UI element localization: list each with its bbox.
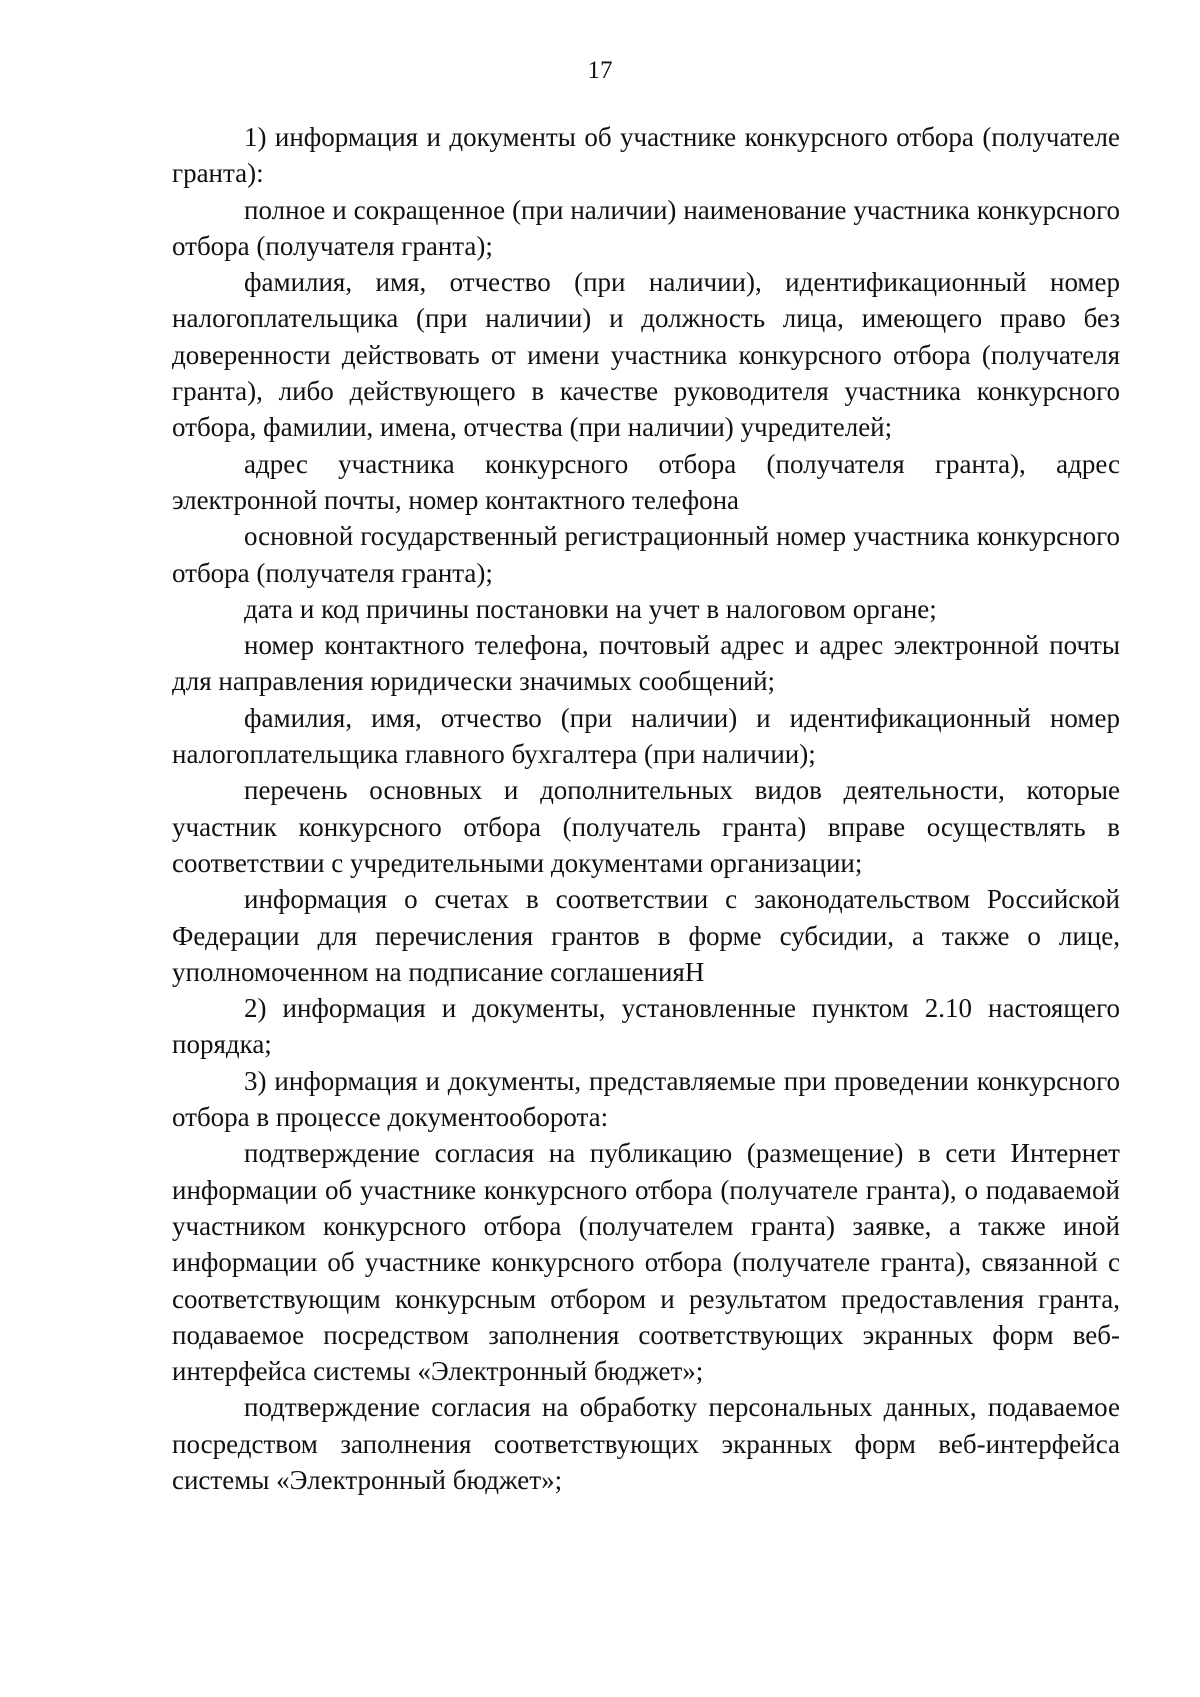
- paragraph-activities: перечень основных и дополнительных видов деятельности, которые участник конкурсного отбора (получатель гранта) вправе осуществлять в соответствии с учредительными документами организации;: [172, 775, 1120, 878]
- paragraph-publication-consent: подтверждение согласия на публикацию (размещение) в сети Интернет информации об участнике конкурсного отбора (получателе гранта), о подаваемой участником конкурсного отбора (получателем гранта) заявке, а также иной информации об участнике конкурсного отбора (получателе гранта), связанной с соответствующим конкурсным отбором и результатом предоставления гранта, подаваемое посредством заполнения соответствующих экранных форм веб-интерфейса системы «Электронный бюджет»;: [172, 1138, 1120, 1387]
- paragraph-item-3: 3) информация и документы, представляемые при проведении конкурсного отбора в процессе документооборота:: [172, 1065, 1120, 1133]
- paragraph-full-name: полное и сокращенное (при наличии) наименование участника конкурсного отбора (получателя гранта);: [172, 194, 1120, 261]
- paragraph-participant-info: 1) информация и документы об участнике конкурсного отбора (получателе гранта):: [172, 122, 1120, 189]
- paragraph-address: адрес участника конкурсного отбора (получателя гранта), адрес электронной почты, номер контактного телефона: [172, 448, 1120, 515]
- paragraph-ogrn: основной государственный регистрационный номер участника конкурсного отбора (получателя гранта);: [172, 521, 1120, 588]
- paragraph-head-person: фамилия, имя, отчество (при наличии), идентификационный номер налогоплательщика (при наличии) и должность лица, имеющего право без доверенности действовать от имени участника конкурсного отбора (получателя гранта), либо действующего в качестве руководителя участника конкурсного отбора, фамилии, имена, отчества (при наличии) учредителей;: [172, 267, 1120, 443]
- paragraph-item-2: 2) информация и документы, установленные пунктом 2.10 настоящего порядка;: [172, 993, 1120, 1060]
- document-body: [172, 119, 1120, 1498]
- paragraph-chief-accountant: фамилия, имя, отчество (при наличии) и идентификационный номер налогоплательщика главного бухгалтера (при наличии);: [172, 702, 1120, 770]
- paragraph-personal-data-consent: подтверждение согласия на обработку персональных данных, подаваемое посредством заполнения соответствующих экранных форм веб-интерфейса системы «Электронный бюджет»;: [172, 1392, 1120, 1495]
- paragraph-accounts: информация о счетах в соответствии с законодательством Российской Федерации для перечисления грантов в форме субсидии, а также о лице, уполномоченном на подписание соглашенияН: [172, 884, 1120, 987]
- page-number: 17: [587, 57, 613, 84]
- paragraph-contacts: номер контактного телефона, почтовый адрес и адрес электронной почты для направления юридически значимых сообщений;: [172, 630, 1120, 697]
- paragraph-kpp: дата и код причины постановки на учет в налоговом органе;: [244, 593, 937, 624]
